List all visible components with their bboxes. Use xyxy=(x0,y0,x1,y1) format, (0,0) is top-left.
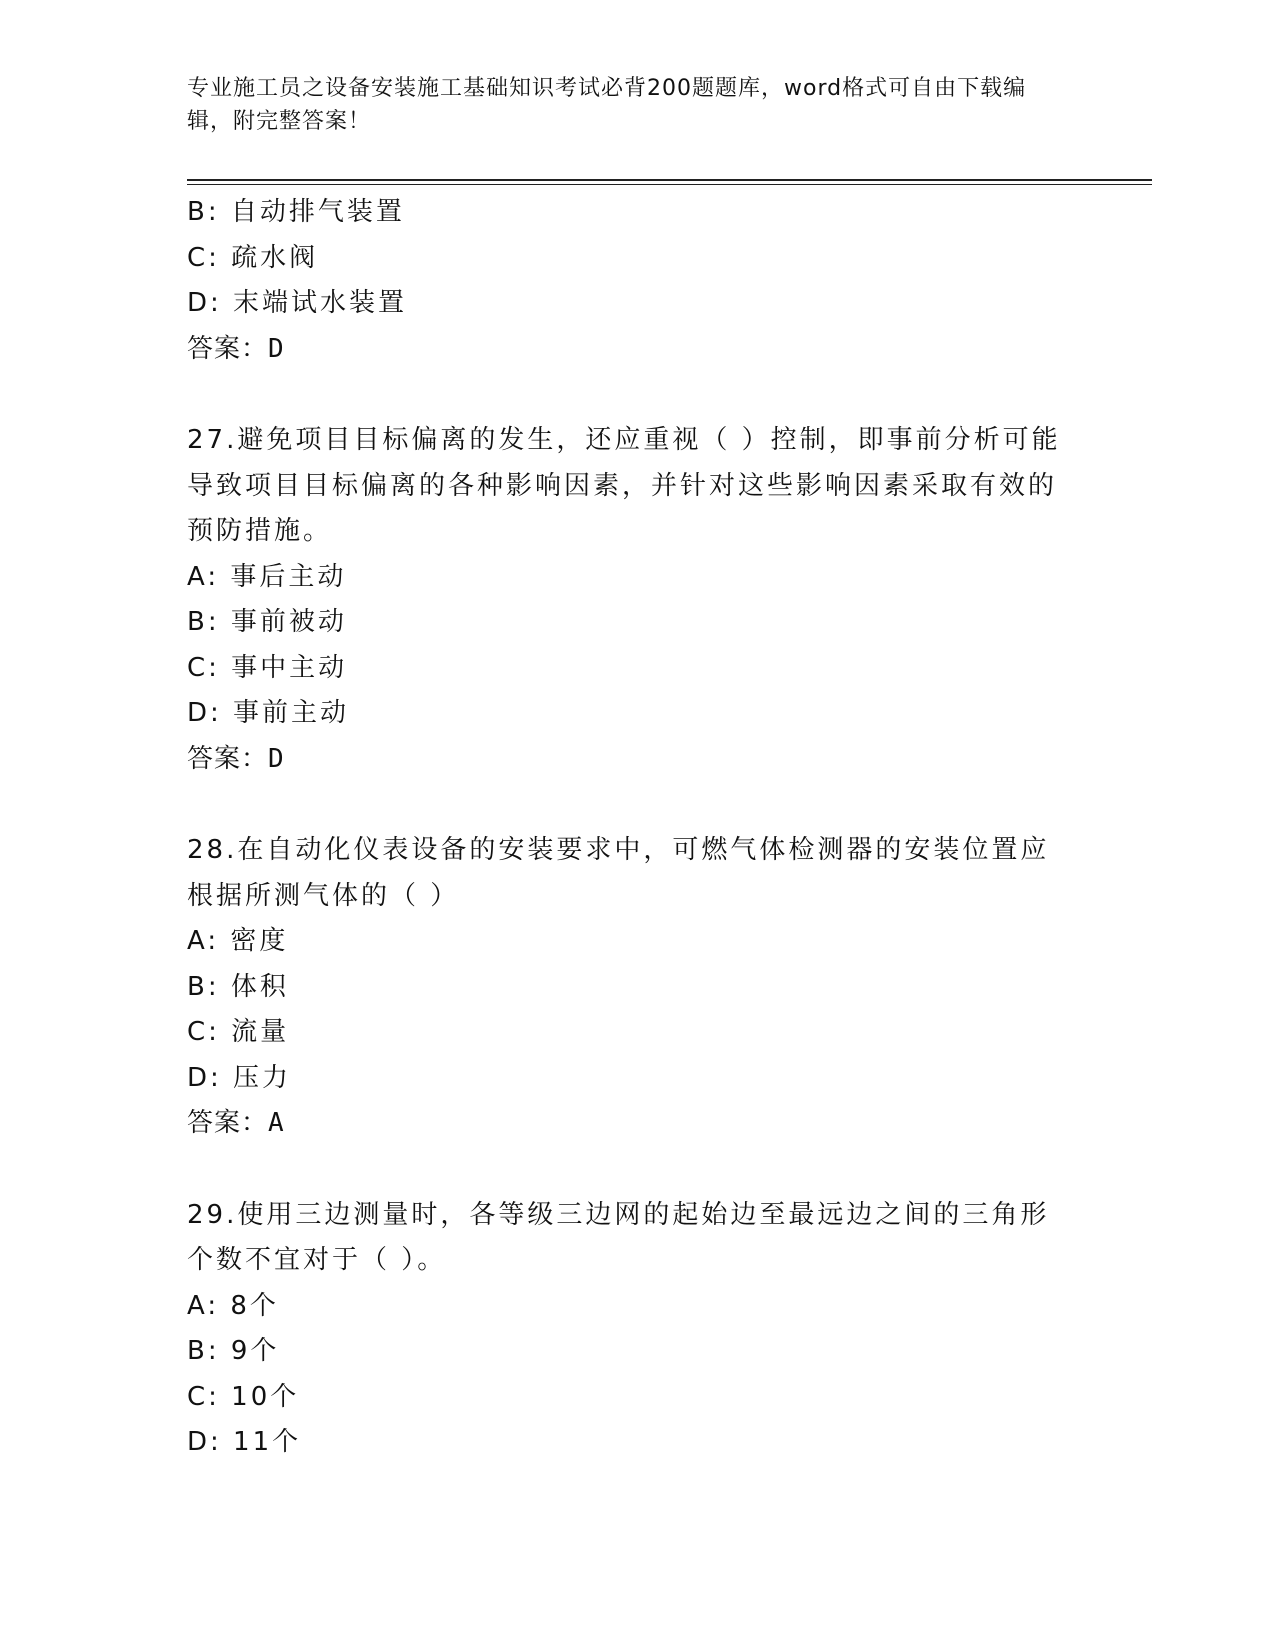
header-rule-thin xyxy=(187,184,1152,185)
option-b: B: 9个 xyxy=(187,1336,280,1366)
option-c: C: 疏水阀 xyxy=(187,242,319,273)
option-a: A: 密度 xyxy=(187,926,289,956)
header-title: 专业施工员之设备安装施工基础知识考试必背200题题库，word格式可自由下载编辑，附完整答案！ xyxy=(187,76,1027,134)
option-b: B: 事前被动 xyxy=(187,607,347,637)
question-text: 27.避免项目目标偏离的发生，还应重视（ ）控制，即事前分析可能导致项目目标偏离的各种影响因素，并针对这些影响因素采取有效的预防措施。 xyxy=(187,425,1061,546)
option-a: A: 事后主动 xyxy=(187,561,347,592)
option-c: C: 10个 xyxy=(187,1381,300,1412)
header-rule-thick xyxy=(187,179,1152,181)
option-d: D: 末端试水装置 xyxy=(187,288,408,318)
option-a: A: 8个 xyxy=(187,1290,279,1321)
carryover-question xyxy=(187,190,1087,372)
question-29 xyxy=(187,1193,1087,1466)
question-27 xyxy=(187,418,1087,782)
document-header xyxy=(187,72,1067,138)
option-d: D: 压力 xyxy=(187,1062,292,1093)
question-list xyxy=(187,190,1087,1466)
option-b: B: 自动排气装置 xyxy=(187,197,405,227)
option-d: D: 11个 xyxy=(187,1427,302,1457)
option-b: B: 体积 xyxy=(187,971,289,1002)
option-c: C: 事中主动 xyxy=(187,652,348,683)
answer-line: 答案：D xyxy=(187,333,285,364)
question-text: 28.在自动化仪表设备的安装要求中，可燃气体检测器的安装位置应根据所测气体的（ ） xyxy=(187,835,1050,911)
question-28 xyxy=(187,828,1087,1147)
option-d: D: 事前主动 xyxy=(187,698,350,728)
answer-line: 答案：D xyxy=(187,743,285,774)
option-c: C: 流量 xyxy=(187,1017,290,1047)
question-text: 29.使用三边测量时，各等级三边网的起始边至最远边之间的三角形个数不宜对于（ ）。 xyxy=(187,1199,1050,1275)
answer-line: 答案：A xyxy=(187,1108,285,1138)
